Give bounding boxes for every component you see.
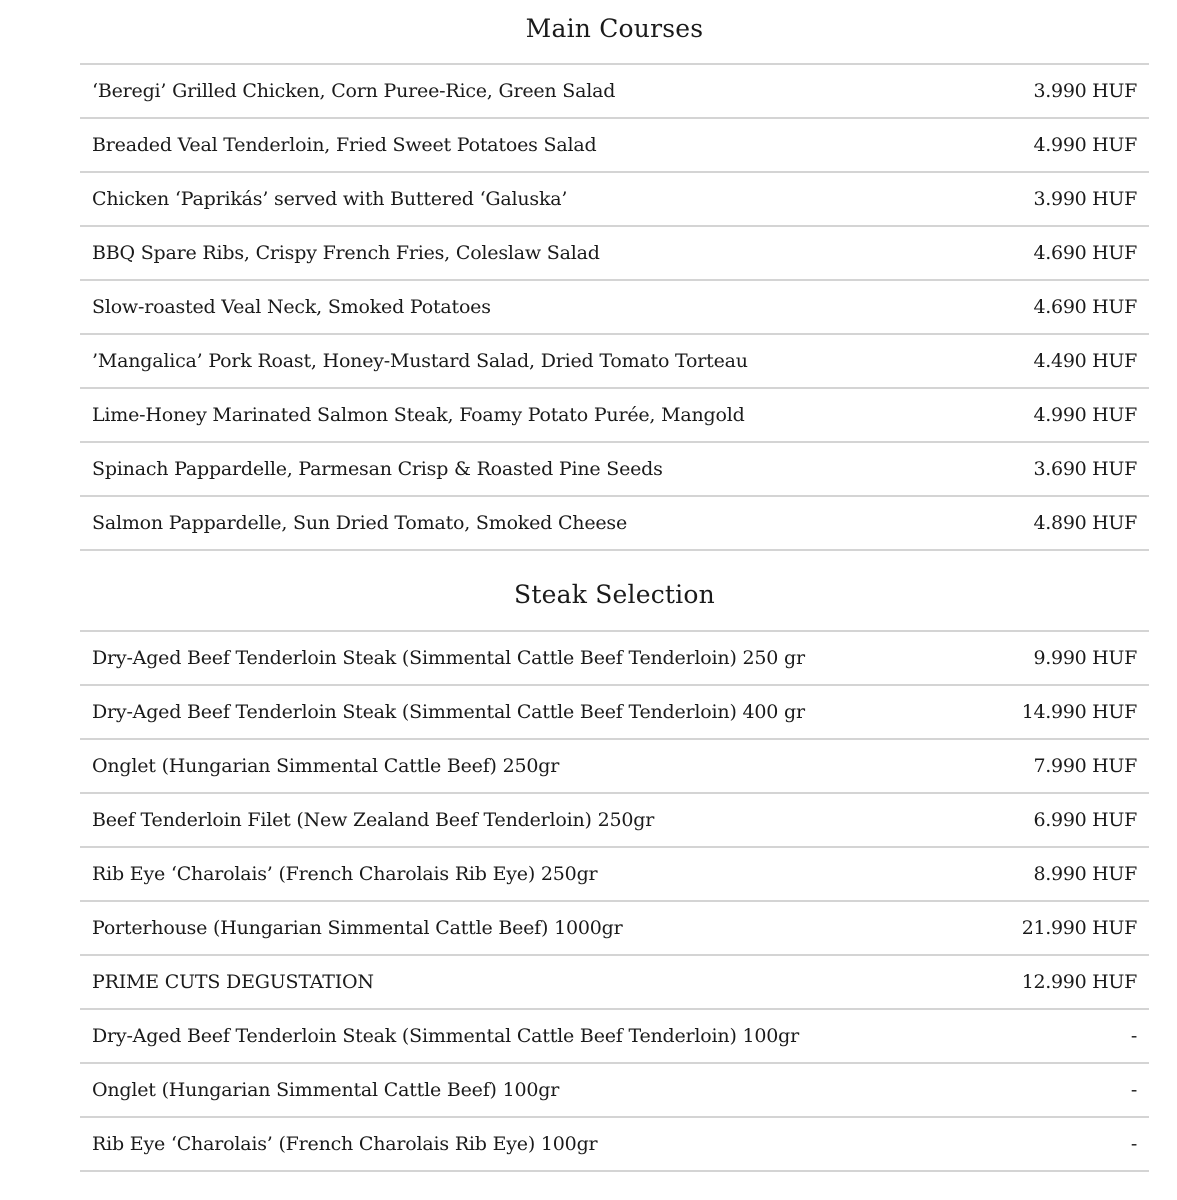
main-courses-table — [80, 63, 1149, 551]
menu-item-row — [80, 119, 1149, 173]
menu-item-row — [80, 173, 1149, 227]
menu-item-row — [80, 686, 1149, 740]
menu-item-row — [80, 443, 1149, 497]
menu-item-row — [80, 1118, 1149, 1172]
dish-price: - — [1130, 1025, 1137, 1047]
dish-name: Dry-Aged Beef Tenderloin Steak (Simmental Cattle Beef Tenderloin) 250 gr — [92, 647, 805, 669]
dish-price: - — [1130, 1079, 1137, 1101]
dish-price: 4.990 HUF — [1033, 134, 1137, 156]
dish-price: 6.990 HUF — [1033, 809, 1137, 831]
dish-price: 12.990 HUF — [1021, 971, 1137, 993]
dish-price: 4.990 HUF — [1033, 404, 1137, 426]
dish-name: Porterhouse (Hungarian Simmental Cattle Beef) 1000gr — [92, 917, 623, 939]
menu-item-row — [80, 1064, 1149, 1118]
dish-name: Beef Tenderloin Filet (New Zealand Beef Tenderloin) 250gr — [92, 809, 655, 831]
dish-name: ‘Beregi’ Grilled Chicken, Corn Puree-Rice, Green Salad — [92, 80, 616, 102]
main-courses-heading: Main Courses — [525, 14, 704, 43]
dish-name: Chicken ‘Paprikás’ served with Buttered ‘Galuska’ — [92, 188, 568, 210]
dish-price: 3.990 HUF — [1033, 188, 1137, 210]
menu-item-row — [80, 65, 1149, 119]
dish-name: Spinach Pappardelle, Parmesan Crisp & Roasted Pine Seeds — [92, 458, 663, 480]
menu-item-row — [80, 956, 1149, 1010]
dish-price: 4.690 HUF — [1033, 242, 1137, 264]
menu-item-row — [80, 335, 1149, 389]
dish-name: Lime-Honey Marinated Salmon Steak, Foamy Potato Purée, Mangold — [92, 404, 745, 426]
dish-name: Salmon Pappardelle, Sun Dried Tomato, Smoked Cheese — [92, 512, 628, 534]
menu-item-row — [80, 740, 1149, 794]
dish-price: 21.990 HUF — [1021, 917, 1137, 939]
dish-name: Onglet (Hungarian Simmental Cattle Beef) 250gr — [92, 755, 560, 777]
menu-item-row — [80, 227, 1149, 281]
menu-item-row — [80, 632, 1149, 686]
dish-name: Rib Eye ‘Charolais’ (French Charolais Rib Eye) 100gr — [92, 1133, 598, 1155]
menu-item-row — [80, 389, 1149, 443]
dish-name: ’Mangalica’ Pork Roast, Honey-Mustard Salad, Dried Tomato Torteau — [92, 350, 748, 372]
menu-item-row — [80, 497, 1149, 551]
dish-price: 9.990 HUF — [1033, 647, 1137, 669]
steak-selection-table — [80, 630, 1149, 1172]
menu-item-row — [80, 848, 1149, 902]
dish-price: 8.990 HUF — [1033, 863, 1137, 885]
menu-item-row — [80, 1010, 1149, 1064]
dish-name: Dry-Aged Beef Tenderloin Steak (Simmental Cattle Beef Tenderloin) 400 gr — [92, 701, 805, 723]
dish-price: 4.890 HUF — [1033, 512, 1137, 534]
dish-price: 4.690 HUF — [1033, 296, 1137, 318]
dish-price: 4.490 HUF — [1033, 350, 1137, 372]
dish-name: BBQ Spare Ribs, Crispy French Fries, Coleslaw Salad — [92, 242, 600, 264]
dish-name: PRIME CUTS DEGUSTATION — [92, 971, 374, 993]
menu-item-row — [80, 902, 1149, 956]
menu-item-row — [80, 794, 1149, 848]
dish-price: 7.990 HUF — [1033, 755, 1137, 777]
steak-selection-heading: Steak Selection — [514, 580, 715, 609]
dish-price: 14.990 HUF — [1021, 701, 1137, 723]
dish-name: Onglet (Hungarian Simmental Cattle Beef) 100gr — [92, 1079, 560, 1101]
menu-item-row — [80, 281, 1149, 335]
dish-name: Slow-roasted Veal Neck, Smoked Potatoes — [92, 296, 491, 318]
dish-price: 3.990 HUF — [1033, 80, 1137, 102]
dish-price: 3.690 HUF — [1033, 458, 1137, 480]
dish-name: Dry-Aged Beef Tenderloin Steak (Simmental Cattle Beef Tenderloin) 100gr — [92, 1025, 800, 1047]
dish-name: Rib Eye ‘Charolais’ (French Charolais Rib Eye) 250gr — [92, 863, 598, 885]
dish-price: - — [1130, 1133, 1137, 1155]
dish-name: Breaded Veal Tenderloin, Fried Sweet Potatoes Salad — [92, 134, 597, 156]
